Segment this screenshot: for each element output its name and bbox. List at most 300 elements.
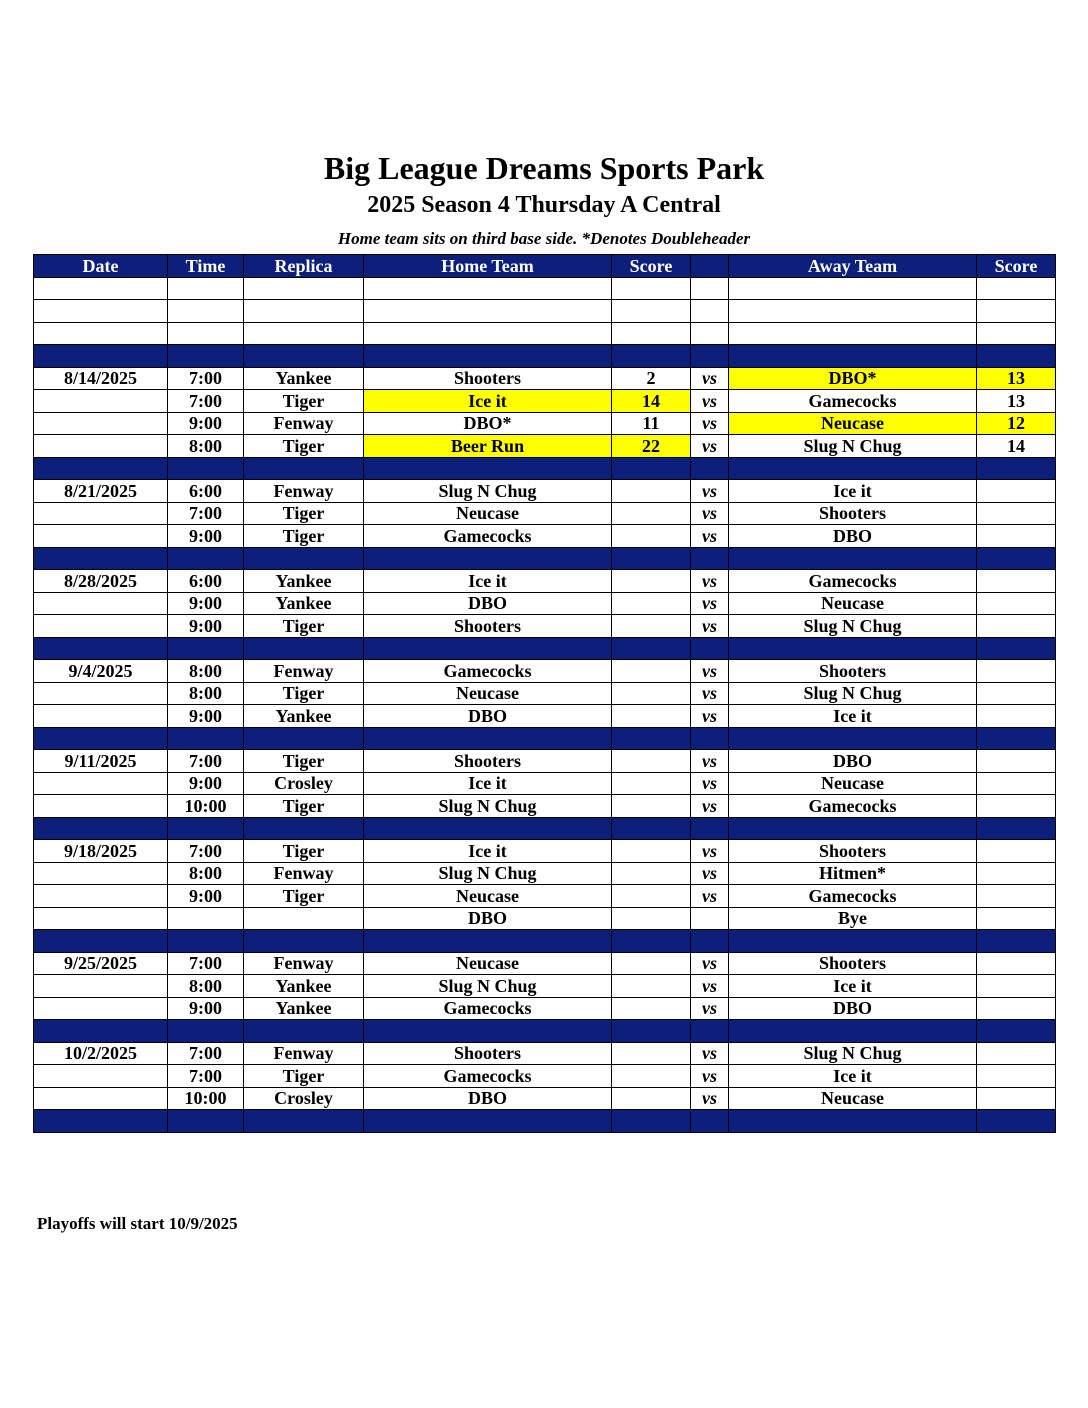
away-score-cell [977, 615, 1056, 638]
time-cell: 10:00 [168, 795, 244, 818]
away-team-cell: Bye [729, 907, 977, 930]
away-score-cell [977, 1087, 1056, 1110]
replica-cell [244, 277, 364, 300]
table-row [34, 435, 1056, 458]
away-score-cell [977, 907, 1056, 930]
separator-cell [244, 727, 364, 750]
week-separator-row [34, 1110, 1056, 1133]
home-score-cell [612, 795, 691, 818]
separator-cell [168, 727, 244, 750]
table-row [34, 907, 1056, 930]
date-cell [34, 885, 168, 908]
home-score-cell [612, 570, 691, 593]
separator-cell [691, 547, 729, 570]
column-header-replica: Replica [244, 255, 364, 278]
home-team-cell: Ice it [364, 840, 612, 863]
table-row [34, 997, 1056, 1020]
away-score-cell: 14 [977, 435, 1056, 458]
separator-cell [244, 817, 364, 840]
home-team-cell: Neucase [364, 682, 612, 705]
separator-cell [244, 930, 364, 953]
replica-cell: Tiger [244, 390, 364, 413]
date-cell [34, 615, 168, 638]
home-team-cell: Ice it [364, 570, 612, 593]
table-row [34, 862, 1056, 885]
away-team-cell: Shooters [729, 840, 977, 863]
vs-cell: vs [691, 840, 729, 863]
table-row [34, 750, 1056, 773]
time-cell [168, 907, 244, 930]
home-team-cell: DBO [364, 592, 612, 615]
away-score-cell: 13 [977, 367, 1056, 390]
replica-cell: Tiger [244, 795, 364, 818]
separator-cell [34, 817, 168, 840]
table-row [34, 367, 1056, 390]
away-team-cell: Slug N Chug [729, 615, 977, 638]
replica-cell: Tiger [244, 750, 364, 773]
replica-cell: Fenway [244, 412, 364, 435]
replica-cell: Fenway [244, 952, 364, 975]
date-cell [34, 300, 168, 323]
separator-cell [612, 930, 691, 953]
separator-cell [691, 727, 729, 750]
date-cell [34, 862, 168, 885]
separator-cell [244, 637, 364, 660]
separator-cell [612, 727, 691, 750]
away-team-cell [729, 300, 977, 323]
date-cell [34, 682, 168, 705]
date-cell [34, 435, 168, 458]
vs-cell: vs [691, 660, 729, 683]
separator-cell [977, 817, 1056, 840]
home-team-cell: DBO [364, 1087, 612, 1110]
home-score-cell: 2 [612, 367, 691, 390]
away-score-cell: 13 [977, 390, 1056, 413]
schedule-table [33, 254, 1056, 1133]
away-team-cell: Hitmen* [729, 862, 977, 885]
separator-cell [244, 345, 364, 368]
time-cell: 9:00 [168, 885, 244, 908]
away-team-cell: Shooters [729, 660, 977, 683]
away-score-cell [977, 840, 1056, 863]
vs-cell: vs [691, 570, 729, 593]
week-separator-row [34, 930, 1056, 953]
date-cell [34, 1087, 168, 1110]
separator-cell [34, 547, 168, 570]
vs-cell: vs [691, 682, 729, 705]
away-team-cell [729, 277, 977, 300]
replica-cell: Crosley [244, 772, 364, 795]
home-team-cell: DBO [364, 907, 612, 930]
away-team-cell: Ice it [729, 1065, 977, 1088]
home-score-cell [612, 885, 691, 908]
vs-cell [691, 907, 729, 930]
date-cell [34, 277, 168, 300]
away-score-cell [977, 705, 1056, 728]
away-score-cell [977, 300, 1056, 323]
separator-cell [364, 457, 612, 480]
separator-cell [691, 457, 729, 480]
separator-cell [729, 1110, 977, 1133]
time-cell: 9:00 [168, 525, 244, 548]
date-cell: 10/2/2025 [34, 1042, 168, 1065]
vs-cell: vs [691, 390, 729, 413]
separator-cell [244, 1020, 364, 1043]
separator-cell [729, 457, 977, 480]
column-header-away-score: Score [977, 255, 1056, 278]
separator-cell [168, 817, 244, 840]
home-team-cell: Ice it [364, 772, 612, 795]
vs-cell: vs [691, 525, 729, 548]
replica-cell [244, 300, 364, 323]
separator-cell [364, 547, 612, 570]
replica-cell: Yankee [244, 975, 364, 998]
home-team-cell: DBO [364, 705, 612, 728]
time-cell: 9:00 [168, 615, 244, 638]
time-cell [168, 277, 244, 300]
away-score-cell [977, 952, 1056, 975]
away-team-cell: Slug N Chug [729, 435, 977, 458]
vs-cell [691, 322, 729, 345]
home-score-cell [612, 502, 691, 525]
home-score-cell [612, 1065, 691, 1088]
separator-cell [729, 345, 977, 368]
home-team-cell: Gamecocks [364, 1065, 612, 1088]
replica-cell: Tiger [244, 1065, 364, 1088]
separator-cell [691, 637, 729, 660]
away-score-cell [977, 660, 1056, 683]
column-header-home-score: Score [612, 255, 691, 278]
separator-cell [977, 727, 1056, 750]
separator-cell [977, 930, 1056, 953]
home-score-cell: 11 [612, 412, 691, 435]
table-row [34, 412, 1056, 435]
date-cell: 8/14/2025 [34, 367, 168, 390]
replica-cell: Fenway [244, 1042, 364, 1065]
date-cell: 8/21/2025 [34, 480, 168, 503]
time-cell: 8:00 [168, 682, 244, 705]
date-cell [34, 525, 168, 548]
vs-cell: vs [691, 480, 729, 503]
table-row [34, 525, 1056, 548]
time-cell [168, 322, 244, 345]
table-row [34, 795, 1056, 818]
separator-cell [168, 1110, 244, 1133]
table-row [34, 300, 1056, 323]
away-team-cell: Gamecocks [729, 570, 977, 593]
home-team-cell: Neucase [364, 502, 612, 525]
date-cell: 9/25/2025 [34, 952, 168, 975]
home-score-cell [612, 525, 691, 548]
away-team-cell: Gamecocks [729, 390, 977, 413]
date-cell [34, 795, 168, 818]
date-cell [34, 592, 168, 615]
vs-cell: vs [691, 772, 729, 795]
home-score-cell [612, 300, 691, 323]
separator-cell [977, 345, 1056, 368]
separator-cell [691, 930, 729, 953]
replica-cell [244, 322, 364, 345]
away-team-cell: DBO* [729, 367, 977, 390]
separator-cell [612, 345, 691, 368]
table-row [34, 660, 1056, 683]
date-cell [34, 390, 168, 413]
replica-cell: Yankee [244, 570, 364, 593]
away-score-cell [977, 772, 1056, 795]
time-cell: 7:00 [168, 952, 244, 975]
time-cell: 8:00 [168, 975, 244, 998]
week-separator-row [34, 457, 1056, 480]
away-team-cell: Slug N Chug [729, 1042, 977, 1065]
separator-cell [364, 1110, 612, 1133]
away-score-cell [977, 480, 1056, 503]
page-title: Big League Dreams Sports Park [323, 150, 765, 186]
separator-cell [34, 1110, 168, 1133]
table-row [34, 592, 1056, 615]
separator-cell [34, 637, 168, 660]
home-team-cell: Ice it [364, 390, 612, 413]
home-score-cell [612, 322, 691, 345]
week-separator-row [34, 637, 1056, 660]
week-separator-row [34, 547, 1056, 570]
replica-cell: Fenway [244, 660, 364, 683]
table-row [34, 1042, 1056, 1065]
separator-cell [977, 547, 1056, 570]
separator-cell [612, 1020, 691, 1043]
away-team-cell: Neucase [729, 592, 977, 615]
home-team-cell: Slug N Chug [364, 795, 612, 818]
vs-cell: vs [691, 795, 729, 818]
away-score-cell [977, 997, 1056, 1020]
home-score-cell [612, 480, 691, 503]
home-team-cell: Beer Run [364, 435, 612, 458]
playoffs-note: Playoffs will start 10/9/2025 [37, 1214, 238, 1233]
date-cell [34, 997, 168, 1020]
away-score-cell [977, 277, 1056, 300]
separator-cell [34, 457, 168, 480]
separator-cell [729, 1020, 977, 1043]
replica-cell: Tiger [244, 885, 364, 908]
vs-cell: vs [691, 367, 729, 390]
home-score-cell [612, 1087, 691, 1110]
date-cell [34, 412, 168, 435]
away-team-cell: Ice it [729, 975, 977, 998]
separator-cell [729, 637, 977, 660]
home-team-cell: Gamecocks [364, 660, 612, 683]
table-row [34, 772, 1056, 795]
replica-cell: Tiger [244, 840, 364, 863]
away-score-cell [977, 322, 1056, 345]
away-team-cell: Neucase [729, 412, 977, 435]
table-row [34, 682, 1056, 705]
separator-cell [612, 1110, 691, 1133]
time-cell: 7:00 [168, 840, 244, 863]
replica-cell: Tiger [244, 525, 364, 548]
home-team-cell: Shooters [364, 615, 612, 638]
away-team-cell: Slug N Chug [729, 682, 977, 705]
time-cell: 7:00 [168, 390, 244, 413]
home-team-cell [364, 277, 612, 300]
table-row [34, 840, 1056, 863]
separator-cell [168, 1020, 244, 1043]
away-team-cell: Neucase [729, 1087, 977, 1110]
away-score-cell [977, 592, 1056, 615]
replica-cell: Yankee [244, 705, 364, 728]
separator-cell [364, 817, 612, 840]
separator-cell [364, 727, 612, 750]
week-separator-row [34, 345, 1056, 368]
vs-cell: vs [691, 862, 729, 885]
vs-cell: vs [691, 1087, 729, 1110]
home-score-cell [612, 682, 691, 705]
time-cell: 7:00 [168, 367, 244, 390]
replica-cell: Tiger [244, 435, 364, 458]
separator-cell [168, 637, 244, 660]
home-team-cell: Slug N Chug [364, 862, 612, 885]
away-team-cell: Gamecocks [729, 795, 977, 818]
away-score-cell [977, 1065, 1056, 1088]
table-row [34, 975, 1056, 998]
time-cell: 9:00 [168, 705, 244, 728]
away-score-cell [977, 885, 1056, 908]
page-subtitle: 2025 Season 4 Thursday A Central [367, 192, 721, 218]
replica-cell: Fenway [244, 862, 364, 885]
away-score-cell [977, 682, 1056, 705]
away-team-cell: DBO [729, 750, 977, 773]
separator-cell [364, 637, 612, 660]
table-row [34, 1087, 1056, 1110]
replica-cell: Yankee [244, 997, 364, 1020]
table-row [34, 705, 1056, 728]
week-separator-row [34, 1020, 1056, 1043]
home-score-cell [612, 615, 691, 638]
separator-cell [244, 547, 364, 570]
date-cell [34, 772, 168, 795]
vs-cell: vs [691, 1042, 729, 1065]
away-team-cell: Shooters [729, 502, 977, 525]
time-cell: 10:00 [168, 1087, 244, 1110]
table-row [34, 570, 1056, 593]
home-team-cell: Slug N Chug [364, 975, 612, 998]
separator-cell [977, 457, 1056, 480]
time-cell: 7:00 [168, 502, 244, 525]
separator-cell [364, 1020, 612, 1043]
home-score-cell [612, 907, 691, 930]
home-team-cell: Shooters [364, 1042, 612, 1065]
replica-cell: Yankee [244, 367, 364, 390]
home-team-cell: DBO* [364, 412, 612, 435]
home-score-cell: 14 [612, 390, 691, 413]
separator-cell [168, 345, 244, 368]
separator-cell [168, 547, 244, 570]
separator-cell [364, 345, 612, 368]
table-row [34, 277, 1056, 300]
separator-cell [34, 345, 168, 368]
column-header-away-team: Away Team [729, 255, 977, 278]
time-cell: 7:00 [168, 750, 244, 773]
table-row [34, 885, 1056, 908]
away-score-cell [977, 795, 1056, 818]
away-score-cell [977, 862, 1056, 885]
time-cell: 8:00 [168, 862, 244, 885]
header-note: Home team sits on third base side. *Denotes Doubleheader [337, 229, 751, 248]
date-cell [34, 502, 168, 525]
separator-cell [364, 930, 612, 953]
away-score-cell [977, 570, 1056, 593]
table-row [34, 952, 1056, 975]
column-header-date: Date [34, 255, 168, 278]
table-header-row [34, 255, 1056, 278]
separator-cell [729, 817, 977, 840]
vs-cell: vs [691, 975, 729, 998]
home-score-cell [612, 840, 691, 863]
table-row [34, 615, 1056, 638]
home-score-cell [612, 1042, 691, 1065]
home-team-cell: Gamecocks [364, 525, 612, 548]
separator-cell [34, 727, 168, 750]
date-cell [34, 907, 168, 930]
week-separator-row [34, 727, 1056, 750]
home-score-cell [612, 862, 691, 885]
date-cell [34, 705, 168, 728]
vs-cell: vs [691, 885, 729, 908]
separator-cell [977, 1110, 1056, 1133]
date-cell: 8/28/2025 [34, 570, 168, 593]
separator-cell [612, 817, 691, 840]
table-row [34, 322, 1056, 345]
replica-cell: Tiger [244, 615, 364, 638]
time-cell: 8:00 [168, 435, 244, 458]
time-cell: 7:00 [168, 1042, 244, 1065]
replica-cell: Fenway [244, 480, 364, 503]
separator-cell [691, 345, 729, 368]
away-team-cell: Ice it [729, 480, 977, 503]
separator-cell [168, 930, 244, 953]
separator-cell [168, 457, 244, 480]
home-team-cell: Slug N Chug [364, 480, 612, 503]
separator-cell [729, 930, 977, 953]
home-team-cell: Neucase [364, 885, 612, 908]
away-team-cell: Neucase [729, 772, 977, 795]
separator-cell [612, 547, 691, 570]
time-cell: 9:00 [168, 997, 244, 1020]
date-cell [34, 322, 168, 345]
home-score-cell [612, 975, 691, 998]
column-header-vs [691, 255, 729, 278]
home-score-cell [612, 772, 691, 795]
home-score-cell [612, 277, 691, 300]
away-score-cell: 12 [977, 412, 1056, 435]
vs-cell [691, 300, 729, 323]
away-score-cell [977, 1042, 1056, 1065]
vs-cell: vs [691, 502, 729, 525]
replica-cell: Yankee [244, 592, 364, 615]
vs-cell [691, 277, 729, 300]
away-team-cell: Gamecocks [729, 885, 977, 908]
away-team-cell: DBO [729, 525, 977, 548]
replica-cell: Tiger [244, 502, 364, 525]
replica-cell: Crosley [244, 1087, 364, 1110]
replica-cell: Tiger [244, 682, 364, 705]
vs-cell: vs [691, 705, 729, 728]
column-header-home-team: Home Team [364, 255, 612, 278]
time-cell: 9:00 [168, 592, 244, 615]
date-cell [34, 975, 168, 998]
separator-cell [34, 1020, 168, 1043]
home-team-cell: Gamecocks [364, 997, 612, 1020]
away-score-cell [977, 750, 1056, 773]
home-team-cell: Shooters [364, 367, 612, 390]
